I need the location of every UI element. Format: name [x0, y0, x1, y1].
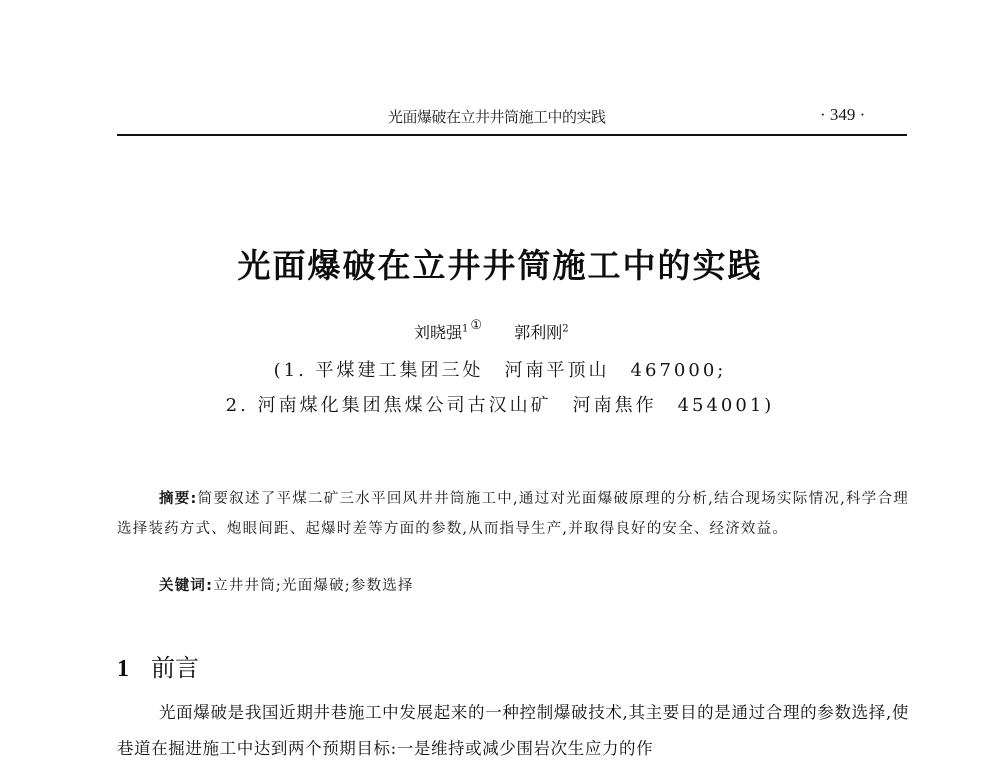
- keywords: [159, 574, 414, 595]
- author-affil-mark: 1: [462, 323, 469, 335]
- footnote-mark: ①: [470, 318, 483, 333]
- author-affil-mark: 2: [562, 323, 569, 335]
- author-name: 郭利刚: [514, 323, 563, 342]
- section-body-text: 光面爆破是我国近期井巷施工中发展起来的一种控制爆破技术,其主要目的是通过合理的参数选择,使巷道在掘进施工中达到两个预期目标:一是维持或减少围岩次生应力的作: [117, 703, 909, 758]
- running-header-title: 光面爆破在立井井筒施工中的实践: [388, 108, 606, 126]
- page-number: · 349 ·: [820, 105, 866, 124]
- section-title: 前言: [151, 654, 199, 682]
- keywords-text: 立井井筒;光面爆破;参数选择: [213, 578, 414, 594]
- abstract-label: 摘要:: [159, 491, 198, 507]
- abstract: [117, 484, 909, 544]
- paper-title: 光面爆破在立井井筒施工中的实践: [237, 246, 763, 285]
- abstract-text: 简要叙述了平煤二矿三水平回风井井筒施工中,通过对光面爆破原理的分析,结合现场实际情况,科学合理选择装药方式、炮眼间距、起爆时差等方面的参数,从而指导生产,并取得良好的安全、经济效益。: [117, 491, 909, 537]
- section-heading: [117, 648, 199, 683]
- header-rule: [117, 134, 907, 136]
- section-number: 1: [117, 656, 129, 682]
- affiliation-line: (1. 平煤建工集团三处 河南平顶山 467000;: [273, 360, 727, 381]
- keywords-label: 关键词:: [159, 578, 214, 594]
- authors: [414, 318, 569, 343]
- affiliation-line: 2. 河南煤化集团焦煤公司古汉山矿 河南焦作 454001): [225, 395, 775, 416]
- author-name: 刘晓强: [414, 323, 463, 342]
